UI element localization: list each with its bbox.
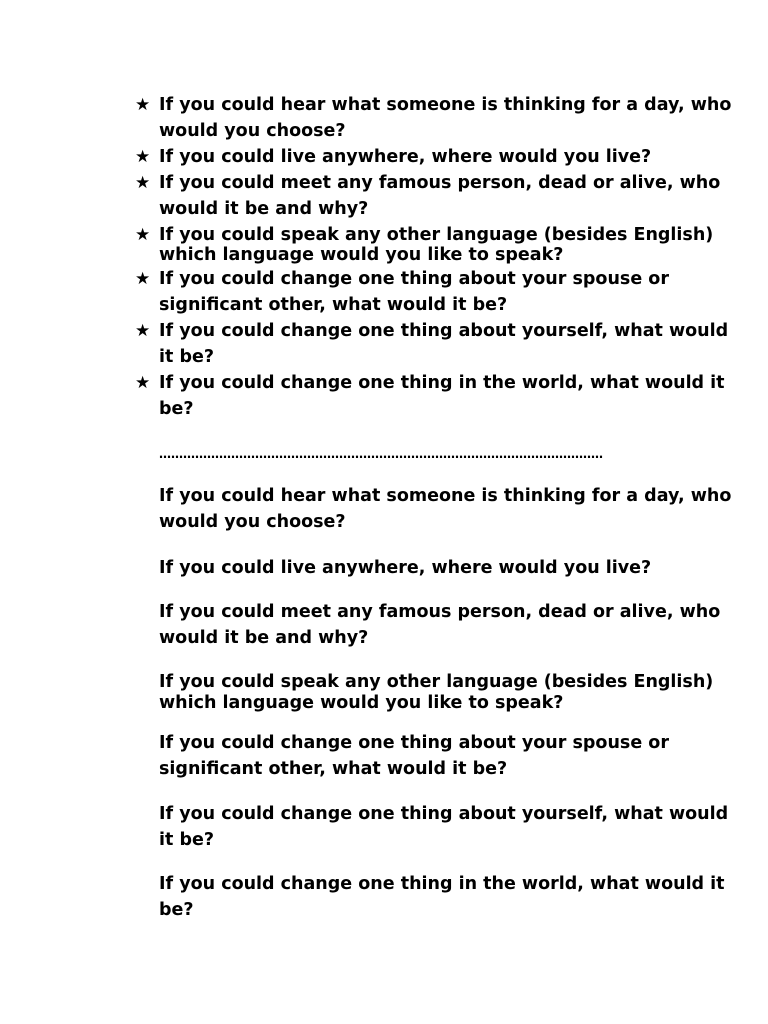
- list-item: [135, 318, 735, 370]
- star-bullet-icon: ★: [135, 225, 151, 245]
- list-item: [135, 370, 735, 422]
- star-bullet-icon: ★: [135, 95, 151, 115]
- star-bullet-icon: ★: [135, 173, 151, 193]
- dotted-separator: …………………………………………………………………………………………………: [159, 447, 603, 461]
- question-paragraph: If you could change one thing in the world, what would it be?: [159, 874, 725, 920]
- question-text: If you could change one thing about your spouse or significant other, what would it be?: [159, 269, 669, 315]
- question-paragraph: If you could hear what someone is thinking for a day, who would you choose?: [159, 486, 732, 532]
- question-text: If you could change one thing about yourself, what would it be?: [159, 321, 729, 367]
- list-item: [135, 92, 735, 144]
- list-item: [135, 170, 735, 222]
- question-text: If you could speak any other language (besides English) which language would you like to speak?: [159, 225, 714, 265]
- list-item: [135, 266, 735, 318]
- bulleted-question-list: [135, 92, 735, 422]
- question-text: If you could meet any famous person, dead or alive, who would it be and why?: [159, 173, 721, 219]
- question-paragraph: If you could live anywhere, where would you live?: [159, 558, 652, 578]
- question-paragraph: If you could speak any other language (besides English) which language would you like to speak?: [159, 672, 714, 713]
- list-item: [135, 225, 735, 265]
- question-paragraph: If you could change one thing about your spouse or significant other, what would it be?: [159, 733, 669, 779]
- star-bullet-icon: ★: [135, 147, 151, 167]
- star-bullet-icon: ★: [135, 269, 151, 289]
- star-bullet-icon: ★: [135, 373, 151, 393]
- question-text: If you could hear what someone is thinking for a day, who would you choose?: [159, 95, 732, 141]
- list-item: [135, 144, 735, 170]
- star-bullet-icon: ★: [135, 321, 151, 341]
- question-text: If you could change one thing in the world, what would it be?: [159, 373, 725, 419]
- question-paragraph: If you could meet any famous person, dead or alive, who would it be and why?: [159, 602, 721, 648]
- question-paragraph: If you could change one thing about yourself, what would it be?: [159, 804, 729, 850]
- question-text: If you could live anywhere, where would you live?: [159, 147, 652, 167]
